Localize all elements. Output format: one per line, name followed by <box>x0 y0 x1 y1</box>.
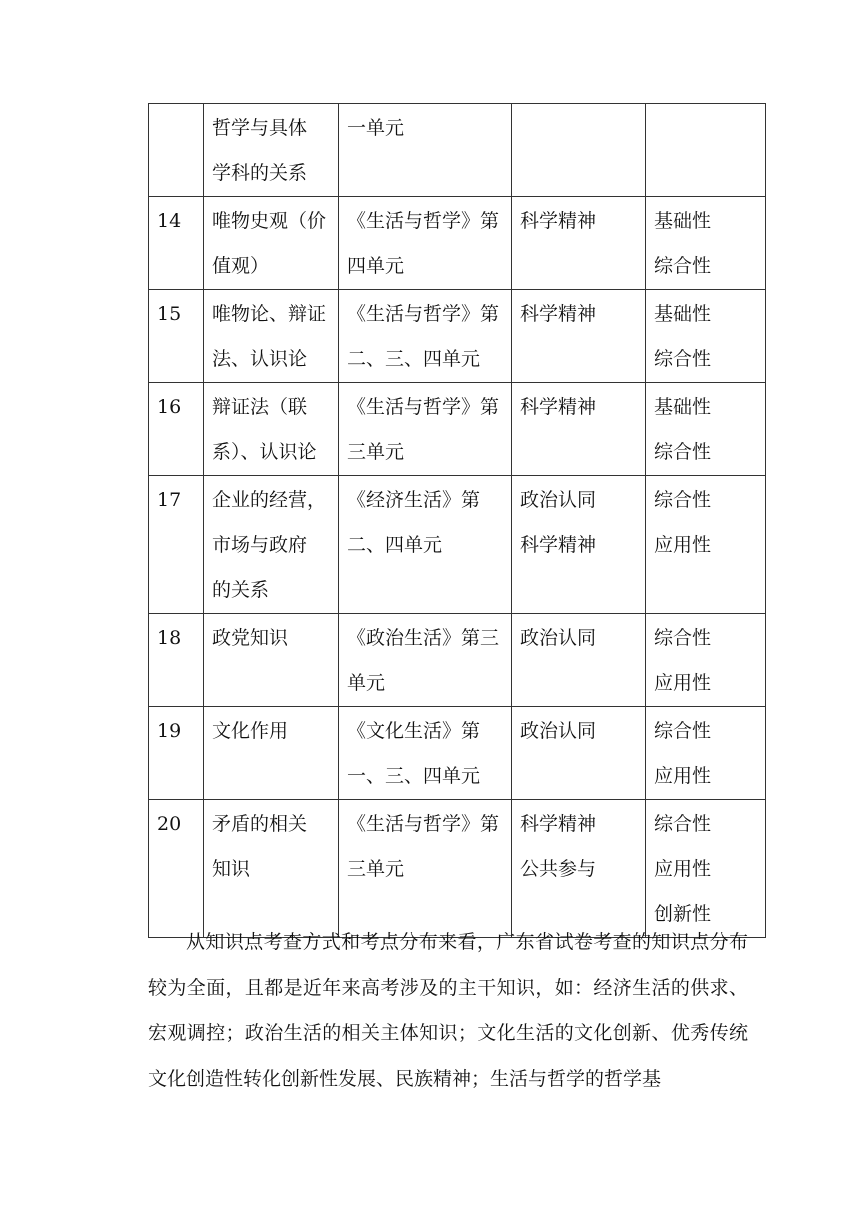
cell-unit-line: 四单元 <box>347 255 405 277</box>
cell-literacy-line: 政治认同 <box>520 489 597 511</box>
cell-unit <box>339 707 512 800</box>
cell-topic-line: 哲学与具体 <box>212 117 308 139</box>
cell-literacy-line: 政治认同 <box>520 720 597 742</box>
cell-topic-line: 系）、认识论 <box>212 441 317 463</box>
cell-unit-line: 二、三、四单元 <box>347 348 481 370</box>
cell-unit <box>339 197 512 290</box>
table-body <box>149 104 766 938</box>
cell-unit-line: 《生活与哲学》第 <box>347 210 500 232</box>
cell-topic <box>204 383 339 476</box>
cell-literacy <box>512 197 646 290</box>
cell-topic-line: 法、认识论 <box>212 348 308 370</box>
cell-unit-line: 二、四单元 <box>347 534 443 556</box>
cell-unit <box>339 476 512 614</box>
cell-number: 14 <box>149 197 204 290</box>
cell-requirement-line: 基础性 <box>654 396 712 418</box>
table-row <box>149 707 766 800</box>
cell-unit-line: 《文化生活》第 <box>347 720 481 742</box>
cell-literacy <box>512 800 646 938</box>
cell-number: 16 <box>149 383 204 476</box>
cell-unit <box>339 614 512 707</box>
cell-topic-line: 政党知识 <box>212 627 289 649</box>
cell-topic <box>204 104 339 197</box>
cell-requirement <box>646 290 766 383</box>
cell-requirement-line: 基础性 <box>654 210 712 232</box>
table-row <box>149 104 766 197</box>
cell-requirement <box>646 707 766 800</box>
cell-topic <box>204 290 339 383</box>
cell-unit-line: 单元 <box>347 672 386 694</box>
cell-requirement-line: 综合性 <box>654 255 712 277</box>
cell-literacy <box>512 290 646 383</box>
cell-literacy-line: 科学精神 <box>520 303 597 325</box>
cell-literacy <box>512 383 646 476</box>
body-paragraph: 从知识点考查方式和考点分布来看，广东省试卷考查的知识点分布较为全面，且都是近年来高考涉及的主干知识，如：经济生活的供求、宏观调控；政治生活的相关主体知识；文化生活的文化创新、优秀传统文化创造性转化创新性发展、民族精神；生活与哲学的哲学基 <box>148 931 748 1090</box>
cell-requirement-line: 应用性 <box>654 534 712 556</box>
cell-topic-line: 文化作用 <box>212 720 289 742</box>
cell-topic-line: 市场与政府 <box>212 534 308 556</box>
cell-literacy <box>512 476 646 614</box>
cell-topic-line: 矛盾的相关 <box>212 813 308 835</box>
table-row <box>149 614 766 707</box>
cell-literacy-line: 公共参与 <box>520 858 597 880</box>
cell-unit <box>339 383 512 476</box>
table-row <box>149 383 766 476</box>
cell-literacy-line: 科学精神 <box>520 813 597 835</box>
cell-requirement <box>646 800 766 938</box>
cell-topic <box>204 707 339 800</box>
cell-unit <box>339 104 512 197</box>
cell-literacy-line: 科学精神 <box>520 534 597 556</box>
cell-requirement-line: 应用性 <box>654 858 712 880</box>
table-row <box>149 197 766 290</box>
cell-topic-line: 学科的关系 <box>212 162 308 184</box>
cell-unit-line: 《生活与哲学》第 <box>347 396 500 418</box>
cell-unit <box>339 290 512 383</box>
cell-unit-line: 《经济生活》第 <box>347 489 481 511</box>
cell-number: 15 <box>149 290 204 383</box>
cell-requirement-line: 创新性 <box>654 903 712 925</box>
cell-number: 18 <box>149 614 204 707</box>
cell-unit-line: 《生活与哲学》第 <box>347 303 500 325</box>
cell-requirement <box>646 104 766 197</box>
cell-literacy <box>512 707 646 800</box>
cell-unit-line: 一、三、四单元 <box>347 765 481 787</box>
cell-unit <box>339 800 512 938</box>
cell-requirement <box>646 614 766 707</box>
cell-number: 19 <box>149 707 204 800</box>
table-row <box>149 290 766 383</box>
cell-requirement <box>646 197 766 290</box>
cell-literacy <box>512 614 646 707</box>
cell-literacy <box>512 104 646 197</box>
cell-topic-line: 唯物论、辩证 <box>212 303 327 325</box>
cell-topic-line: 的关系 <box>212 579 270 601</box>
cell-requirement-line: 基础性 <box>654 303 712 325</box>
cell-topic <box>204 197 339 290</box>
cell-unit-line: 《政治生活》第三 <box>347 627 500 649</box>
cell-literacy-line: 科学精神 <box>520 210 597 232</box>
cell-requirement-line: 应用性 <box>654 672 712 694</box>
cell-topic-line: 辩证法（联 <box>212 396 308 418</box>
cell-topic-line: 唯物史观（价 <box>212 210 327 232</box>
cell-unit-line: 三单元 <box>347 858 405 880</box>
cell-requirement-line: 综合性 <box>654 627 712 649</box>
cell-requirement-line: 综合性 <box>654 813 712 835</box>
cell-literacy-line: 政治认同 <box>520 627 597 649</box>
cell-unit-line: 《生活与哲学》第 <box>347 813 500 835</box>
cell-requirement-line: 综合性 <box>654 489 712 511</box>
cell-topic-line: 知识 <box>212 858 251 880</box>
cell-number: 17 <box>149 476 204 614</box>
cell-topic <box>204 800 339 938</box>
cell-requirement-line: 应用性 <box>654 765 712 787</box>
cell-topic <box>204 476 339 614</box>
table-row <box>149 476 766 614</box>
cell-requirement-line: 综合性 <box>654 720 712 742</box>
table-row <box>149 800 766 938</box>
knowledge-point-table <box>148 103 766 938</box>
cell-requirement <box>646 383 766 476</box>
cell-topic-line: 值观） <box>212 255 270 277</box>
cell-topic-line: 企业的经营， <box>212 489 327 511</box>
cell-requirement <box>646 476 766 614</box>
cell-requirement-line: 综合性 <box>654 441 712 463</box>
cell-topic <box>204 614 339 707</box>
cell-number <box>149 104 204 197</box>
cell-unit-line: 三单元 <box>347 441 405 463</box>
cell-unit-line: 一单元 <box>347 117 405 139</box>
cell-literacy-line: 科学精神 <box>520 396 597 418</box>
cell-number: 20 <box>149 800 204 938</box>
cell-requirement-line: 综合性 <box>654 348 712 370</box>
